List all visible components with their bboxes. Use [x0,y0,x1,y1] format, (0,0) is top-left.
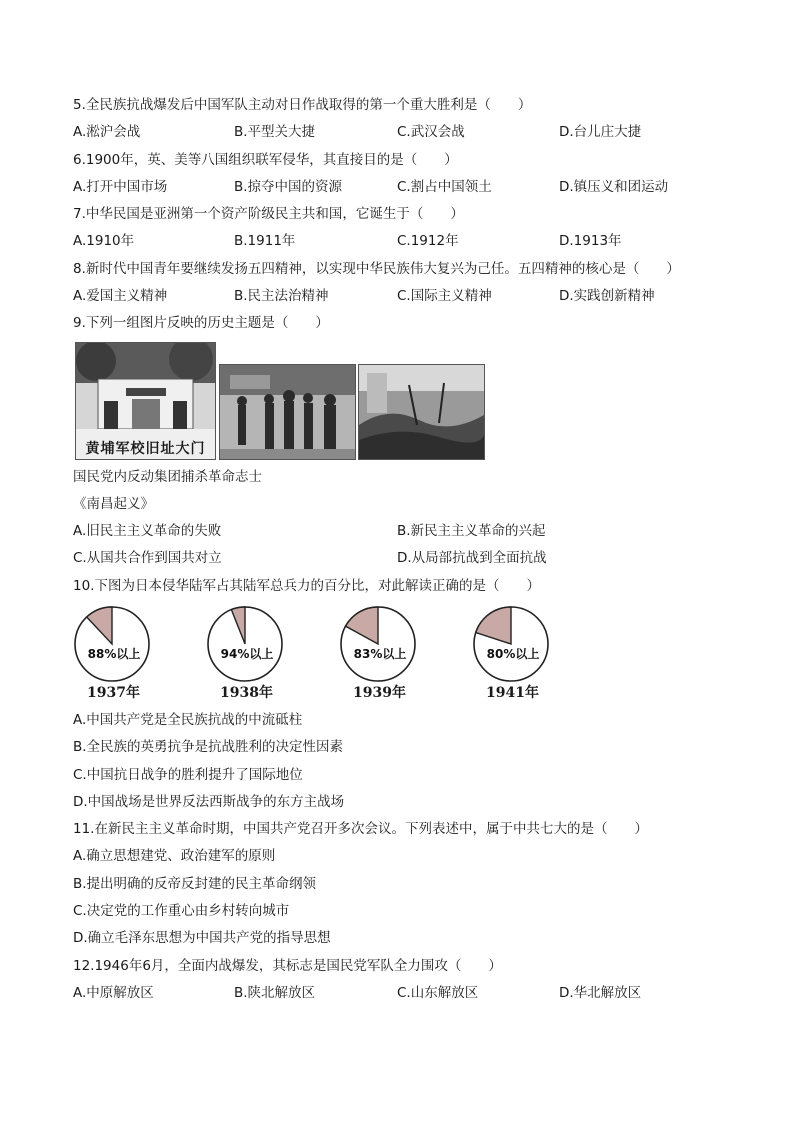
q8-option-b[interactable]: B.民主法治精神 [234,288,329,304]
q10-stem: 10.下图为日本侵华陆军占其陆军总兵力的百分比，对此解读正确的是（ ） [73,578,540,594]
q12-option-d[interactable]: D.华北解放区 [559,985,642,1001]
q9-stem: 9.下列一组图片反映的历史主题是（ ） [73,315,329,331]
q8-option-a[interactable]: A.爱国主义精神 [73,288,168,304]
q10-option-b[interactable]: B.全民族的英勇抗争是抗战胜利的决定性因素 [73,739,344,755]
q7-stem: 7.中华民国是亚洲第一个资产阶级民主共和国，它诞生于（ ） [73,206,464,222]
q7-option-d[interactable]: D.1913年 [559,233,622,249]
q5-option-d[interactable]: D.台儿庄大捷 [559,124,642,140]
q5-option-b[interactable]: B.平型关大捷 [234,124,316,140]
q9-caption-line2: 《南昌起义》 [73,496,154,512]
q9-photo1-caption: 黄埔军校旧址大门 [85,441,206,457]
q5-option-c[interactable]: C.武汉会战 [397,124,465,140]
q6-option-b[interactable]: B.掠夺中国的资源 [234,179,343,195]
q11-option-a[interactable]: A.确立思想建党、政治建军的原则 [73,848,276,864]
q7-option-c[interactable]: C.1912年 [397,233,459,249]
pie-label-1939年: 83%以上 [353,647,407,661]
pie-year-label-1941年: 1941年 [486,685,539,701]
q11-option-b[interactable]: B.提出明确的反帝反封建的民主革命纲领 [73,876,317,892]
q5-stem: 5.全民族抗战爆发后中国军队主动对日作战取得的第一个重大胜利是（ ） [73,97,532,113]
q9-photo-huangpu-gate [75,342,216,460]
q11-option-c[interactable]: C.决定党的工作重心由乡村转向城市 [73,903,290,919]
pie-1938年 [205,604,285,684]
pie-1941年 [471,604,551,684]
q6-option-c[interactable]: C.割占中国领土 [397,179,492,195]
pie-year-label-1939年: 1939年 [353,685,406,701]
q9-option-b[interactable]: B.新民主主义革命的兴起 [397,523,546,539]
q5-option-a[interactable]: A.淞沪会战 [73,124,141,140]
q6-stem: 6.1900年，英、美等八国组织联军侵华，其直接目的是（ ） [73,152,458,168]
pie-1937年 [72,604,152,684]
q9-option-d[interactable]: D.从局部抗战到全面抗战 [397,550,547,566]
q9-photo-nanchang-uprising [358,364,485,460]
q12-stem: 12.1946年6月，全面内战爆发，其标志是国民党军队全力围攻（ ） [73,958,502,974]
pie-label-1941年: 80%以上 [486,647,540,661]
q7-option-b[interactable]: B.1911年 [234,233,296,249]
pie-year-label-1937年: 1937年 [87,685,140,701]
pie-label-1937年: 88%以上 [87,647,141,661]
q10-option-d[interactable]: D.中国战场是世界反法西斯战争的东方主战场 [73,794,345,810]
pie-year-label-1938年: 1938年 [220,685,273,701]
q6-option-d[interactable]: D.镇压义和团运动 [559,179,669,195]
q10-option-c[interactable]: C.中国抗日战争的胜利提升了国际地位 [73,767,303,783]
q9-caption-line1: 国民党内反动集团捕杀革命志士 [73,469,262,485]
q12-option-b[interactable]: B.陕北解放区 [234,985,316,1001]
q11-option-d[interactable]: D.确立毛泽东思想为中国共产党的指导思想 [73,930,331,946]
pie-label-1938年: 94%以上 [220,647,274,661]
pie-1939年 [338,604,418,684]
q6-option-a[interactable]: A.打开中国市场 [73,179,168,195]
q12-option-c[interactable]: C.山东解放区 [397,985,479,1001]
q8-stem: 8.新时代中国青年要继续发扬五四精神，以实现中华民族伟大复兴为己任。五四精神的核心是（ ） [73,261,680,277]
q8-option-d[interactable]: D.实践创新精神 [559,288,655,304]
q7-option-a[interactable]: A.1910年 [73,233,135,249]
q8-option-c[interactable]: C.国际主义精神 [397,288,492,304]
q9-photo-arrest [219,364,356,460]
q11-stem: 11.在新民主主义革命时期，中国共产党召开多次会议。下列表述中，属于中共七大的是（ ） [73,821,648,837]
q9-option-c[interactable]: C.从国共合作到国共对立 [73,550,222,566]
q9-option-a[interactable]: A.旧民主主义革命的失败 [73,523,222,539]
q10-option-a[interactable]: A.中国共产党是全民族抗战的中流砥柱 [73,712,303,728]
q12-option-a[interactable]: A.中原解放区 [73,985,154,1001]
